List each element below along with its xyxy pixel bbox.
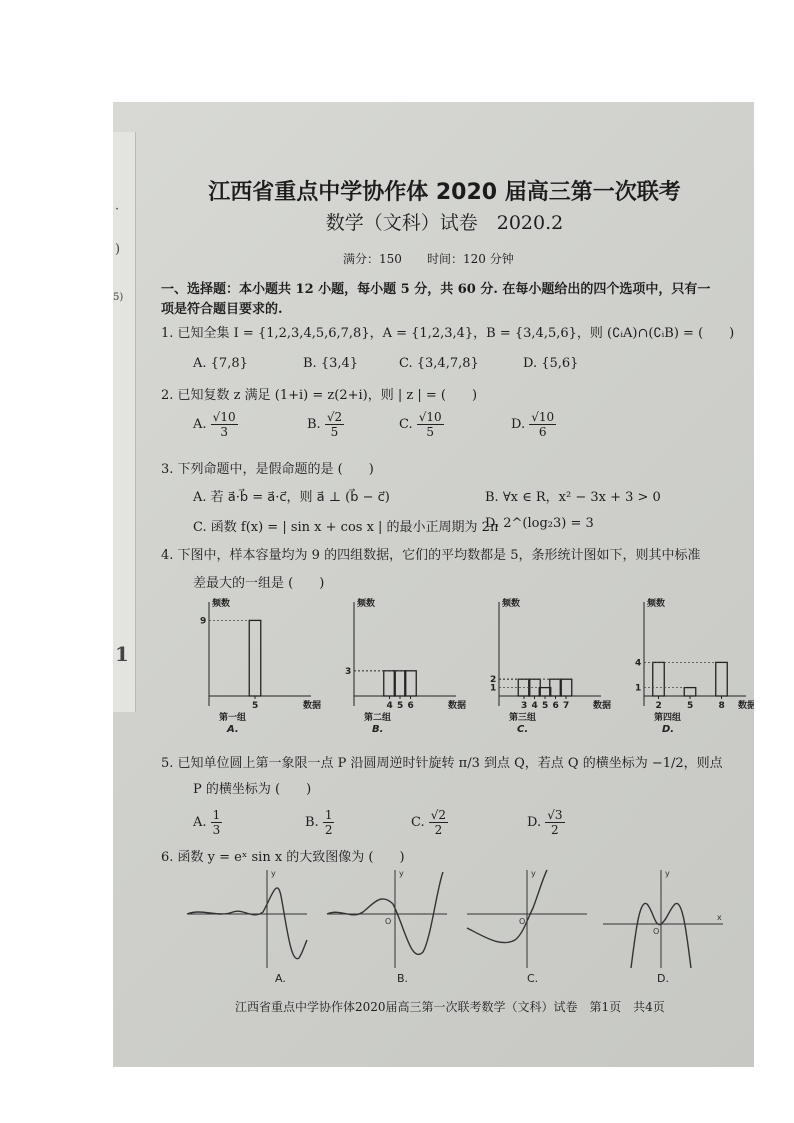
question-4-stem-cont: 差最大的一组是 ( )	[193, 576, 325, 591]
full-score: 满分：150	[343, 252, 402, 266]
graph-d-y-label: y	[665, 869, 670, 878]
chart-2-x-label: 数据	[448, 701, 467, 711]
q5-option-b: B. $\frac{1}{2}$	[305, 808, 333, 837]
graph-a-y-label: y	[271, 869, 276, 878]
x-tick-label: 5	[252, 701, 259, 711]
graph-d-origin: O	[653, 927, 660, 936]
chart-2-group-name: 第二组	[364, 713, 392, 723]
question-5-stem: 5. 已知单位圆上第一象限一点 P 沿圆周逆时针旋转 π/3 到点 Q，若点 Q 的横坐标为 −1/2，则点	[161, 756, 723, 771]
x-tick-label: 3	[521, 701, 528, 711]
q1-option-d: D. {5,6}	[523, 356, 579, 371]
q3-option-a: A. 若 a⃗·b⃗ = a⃗·c⃗，则 a⃗ ⊥ (b⃗ − c⃗)	[193, 490, 390, 505]
q2-option-b: B. $\frac{√2}{5}$	[307, 410, 343, 439]
graph-d-letter: D.	[657, 972, 669, 985]
section-heading: 一、选择题：本小题共 12 小题，每小题 5 分，共 60 分. 在每小题给出的四个选项中，只有一	[161, 282, 711, 297]
x-tick-label: 5	[687, 701, 694, 711]
under-mark: )	[115, 242, 121, 257]
y-tick-label: 4	[635, 658, 642, 669]
x-tick-label: 4	[531, 701, 538, 711]
under-mark: 5)	[113, 292, 124, 303]
question-4-stem: 4. 下图中，样本容量均为 9 的四组数据，它们的平均数都是 5，条形统计图如下，则其中标准	[161, 548, 701, 563]
graph-b-origin: O	[385, 917, 392, 926]
graph-b-y-label: y	[399, 869, 404, 878]
chart-4-group-name: 第四组	[654, 713, 682, 723]
x-tick-label: 7	[563, 701, 570, 711]
chart-3-y-label: 频数	[502, 599, 521, 609]
x-tick-label: 5	[397, 701, 404, 711]
bar	[560, 679, 572, 696]
q1-option-a: A. {7,8}	[193, 356, 248, 371]
bar	[529, 679, 541, 696]
graph-b-letter: B.	[397, 972, 409, 985]
y-tick-label: 3	[345, 666, 352, 677]
graph-a-letter: A.	[275, 972, 286, 985]
chart-3-x-label: 数据	[593, 701, 612, 711]
exam-paper	[135, 102, 757, 1067]
q2-option-c: C. $\frac{√10}{5}$	[399, 410, 442, 439]
q4-bar-charts	[183, 594, 757, 734]
x-tick-label: 6	[552, 701, 559, 711]
chart-2-option-letter: B.	[372, 724, 384, 734]
q2-option-d: D. $\frac{√10}{6}$	[511, 410, 555, 439]
chart-4-x-label: 数据	[738, 701, 757, 711]
q5-option-d: D. $\frac{√3}{2}$	[527, 808, 563, 837]
q2-option-a: A. $\frac{√10}{3}$	[193, 410, 236, 439]
y-tick-label: 9	[200, 616, 207, 627]
bar	[394, 671, 406, 696]
x-tick-label: 4	[386, 701, 393, 711]
chart-3-option-letter: C.	[517, 724, 529, 734]
under-mark: ·	[115, 202, 120, 217]
q1-option-c: C. {3,4,7,8}	[399, 356, 479, 371]
x-tick-label: 2	[655, 701, 662, 711]
graph-c-curve	[467, 870, 547, 943]
exam-time: 时间：120 分钟	[427, 252, 514, 266]
page-footer: 江西省重点中学协作体2020届高三第一次联考数学（文科）试卷 第1页 共4页	[235, 1000, 665, 1014]
q3-option-c: C. 函数 f(x) = | sin x + cos x | 的最小正周期为 2π	[193, 520, 499, 535]
q6-function-graphs	[183, 868, 743, 988]
graph-c-y-label: y	[531, 869, 536, 878]
y-tick-label: 2	[490, 675, 497, 686]
chart-4-y-label: 频数	[647, 599, 666, 609]
q5-option-c: C. $\frac{√2}{2}$	[411, 808, 447, 837]
chart-1-x-label: 数据	[303, 701, 322, 711]
q5-option-a: A. $\frac{1}{3}$	[193, 808, 221, 837]
x-tick-label: 6	[407, 701, 414, 711]
chart-4-option-letter: D.	[662, 724, 675, 734]
bar	[405, 671, 417, 696]
graph-a-curve	[187, 888, 307, 959]
chart-1-y-label: 频数	[212, 599, 231, 609]
chart-2-y-label: 频数	[357, 599, 376, 609]
bar	[684, 688, 696, 696]
bar	[539, 688, 551, 696]
exam-title: 江西省重点中学协作体 2020 届高三第一次联考	[208, 180, 681, 205]
bar	[716, 662, 728, 696]
chart-3-group-name: 第三组	[509, 713, 537, 723]
bar	[653, 662, 665, 696]
bar	[550, 679, 562, 696]
q3-option-d: D. 2^(log₂3) = 3	[485, 516, 594, 531]
underlying-sheet	[113, 132, 136, 712]
bar	[384, 671, 396, 696]
question-6-stem: 6. 函数 y = eˣ sin x 的大致图像为 ( )	[161, 850, 405, 865]
graph-d-x-label: x	[717, 913, 722, 922]
question-3-stem: 3. 下列命题中，是假命题的是 ( )	[161, 462, 374, 477]
y-tick-label: 1	[490, 683, 497, 694]
y-tick-label: 1	[635, 683, 642, 694]
question-5-stem-cont: P 的横坐标为 ( )	[193, 782, 312, 797]
question-2-stem: 2. 已知复数 z 满足 (1+i) = z(2+i)，则 | z | = ( )	[161, 388, 478, 403]
chart-1-group-name: 第一组	[219, 713, 247, 723]
question-1-stem: 1. 已知全集 I = {1,2,3,4,5,6,7,8}，A = {1,2,3,4}，B = {3,4,5,6}，则 (∁ᵢA)∩(∁ᵢB) = ( )	[161, 326, 735, 341]
under-mark: 1	[115, 642, 129, 666]
scanned-photo	[113, 102, 757, 1067]
graph-b-curve	[327, 872, 443, 954]
bar	[249, 620, 261, 696]
section-heading-cont: 项是符合题目要求的.	[161, 302, 283, 317]
graph-c-letter: C.	[527, 972, 539, 985]
exam-subtitle: 数学（文科）试卷 2020.2	[325, 212, 564, 234]
x-tick-label: 8	[718, 701, 725, 711]
q3-option-b: B. ∀x ∈ R，x² − 3x + 3 > 0	[485, 490, 661, 505]
q1-option-b: B. {3,4}	[303, 356, 359, 371]
x-tick-label: 5	[542, 701, 549, 711]
chart-1-option-letter: A.	[227, 724, 239, 734]
graph-c-origin: O	[519, 917, 526, 926]
